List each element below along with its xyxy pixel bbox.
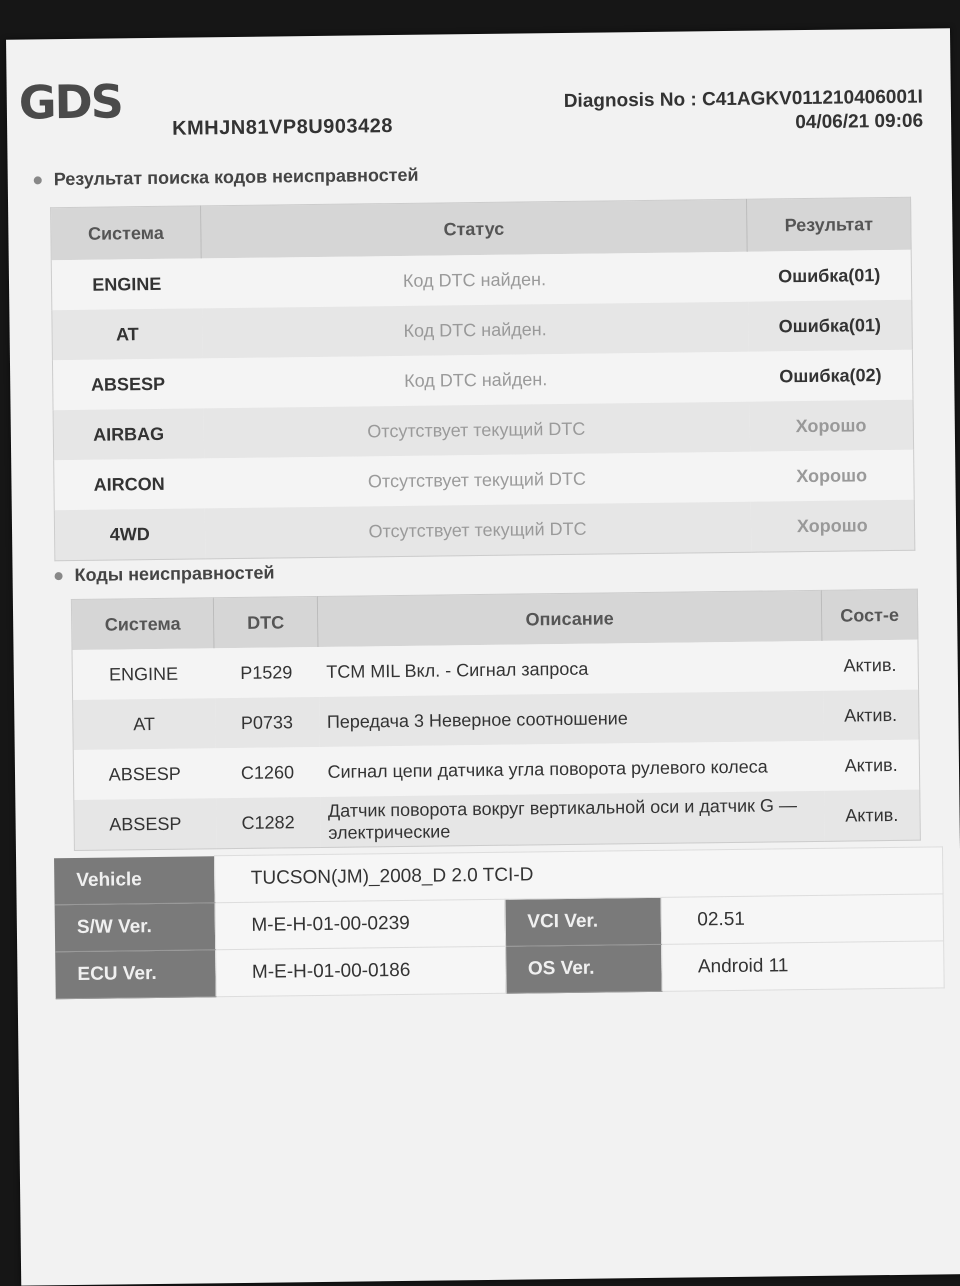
- system-cell: ABSESP: [74, 798, 217, 850]
- os-version-value: Android 11: [661, 941, 944, 991]
- status-cell: Отсутствует текущий DTC: [204, 502, 751, 559]
- system-cell: AIRBAG: [53, 408, 204, 460]
- state-cell: Актив.: [823, 740, 920, 791]
- search-results-title-text: Результат поиска кодов неисправностей: [53, 164, 419, 190]
- vehicle-label: Vehicle: [54, 856, 215, 905]
- column-header-description: Описание: [317, 590, 822, 647]
- gds-logo: GDS: [18, 74, 123, 130]
- system-cell: ENGINE: [51, 258, 202, 310]
- vci-version-label: VCI Ver.: [505, 897, 662, 946]
- status-cell: Код DTC найден.: [202, 302, 749, 359]
- ecu-version-label: ECU Ver.: [55, 950, 216, 999]
- ecu-os-row: [55, 941, 944, 999]
- status-cell: Отсутствует текущий DTC: [203, 402, 750, 459]
- state-cell: Актив.: [823, 690, 920, 741]
- result-cell: Ошибка(02): [748, 350, 913, 402]
- fault-codes-title-text: Коды неисправностей: [74, 562, 275, 585]
- system-cell: ABSESP: [52, 358, 203, 410]
- table-row: [74, 790, 921, 851]
- ecu-version-value: M-E-H-01-00-0186: [215, 946, 506, 997]
- result-cell: Ошибка(01): [748, 300, 913, 352]
- vin-number: KMHJN81VP8U903428: [172, 115, 394, 140]
- sw-version-label: S/W Ver.: [55, 903, 216, 952]
- description-cell: Датчик поворота вокруг вертикальной оси и датчик G — электрические: [320, 791, 825, 848]
- dtc-cell: C1282: [216, 797, 321, 849]
- status-cell: Код DTC найден.: [201, 252, 748, 309]
- status-cell: Отсутствует текущий DTC: [204, 452, 751, 509]
- description-cell: Передача 3 Неверное соотношение: [319, 691, 824, 747]
- dtc-cell: C1260: [215, 747, 320, 798]
- status-cell: Код DTC найден.: [202, 352, 749, 409]
- vci-version-value: 02.51: [661, 894, 944, 944]
- column-header-dtc: DTC: [213, 597, 318, 649]
- description-cell: TCM MIL Вкл. - Сигнал запроса: [318, 641, 823, 697]
- system-cell: AT: [73, 698, 216, 750]
- printed-report: [6, 28, 960, 1285]
- result-cell: Хорошо: [749, 400, 914, 452]
- result-cell: Хорошо: [750, 500, 915, 552]
- system-cell: 4WD: [54, 508, 205, 560]
- diagnosis-datetime: 04/06/21 09:06: [795, 110, 924, 134]
- description-cell: Сигнал цепи датчика угла поворота рулевого колеса: [319, 741, 824, 797]
- bullet-icon: [55, 572, 63, 580]
- state-cell: Актив.: [824, 790, 921, 842]
- sw-version-value: M-E-H-01-00-0239: [215, 899, 506, 950]
- column-header-state: Сост-е: [821, 589, 918, 641]
- state-cell: Актив.: [822, 640, 919, 691]
- table-row: [54, 500, 915, 561]
- column-header-result: Результат: [747, 197, 912, 251]
- column-header-system: Система: [51, 206, 202, 260]
- dtc-cell: P0733: [215, 697, 320, 748]
- fault-codes-title: [54, 563, 274, 587]
- diagnosis-number: Diagnosis No : C41AGKV011210406001I: [563, 86, 923, 112]
- system-cell: ABSESP: [73, 748, 216, 800]
- search-results-title: [34, 165, 419, 191]
- result-cell: Ошибка(01): [747, 250, 912, 302]
- system-cell: AIRCON: [54, 458, 205, 510]
- vehicle-value: TUCSON(JM)_2008_D 2.0 TCI-D: [214, 847, 943, 903]
- result-cell: Хорошо: [750, 450, 915, 502]
- system-cell: AT: [52, 308, 203, 360]
- column-header-status: Статус: [201, 199, 748, 258]
- vehicle-info-table: [54, 846, 944, 999]
- bullet-icon: [34, 177, 42, 185]
- system-cell: ENGINE: [72, 648, 215, 700]
- column-header-system: Система: [71, 598, 214, 650]
- search-results-table: [50, 197, 915, 561]
- dtc-cell: P1529: [214, 647, 319, 698]
- fault-codes-table: [71, 589, 921, 851]
- os-version-label: OS Ver.: [505, 944, 662, 993]
